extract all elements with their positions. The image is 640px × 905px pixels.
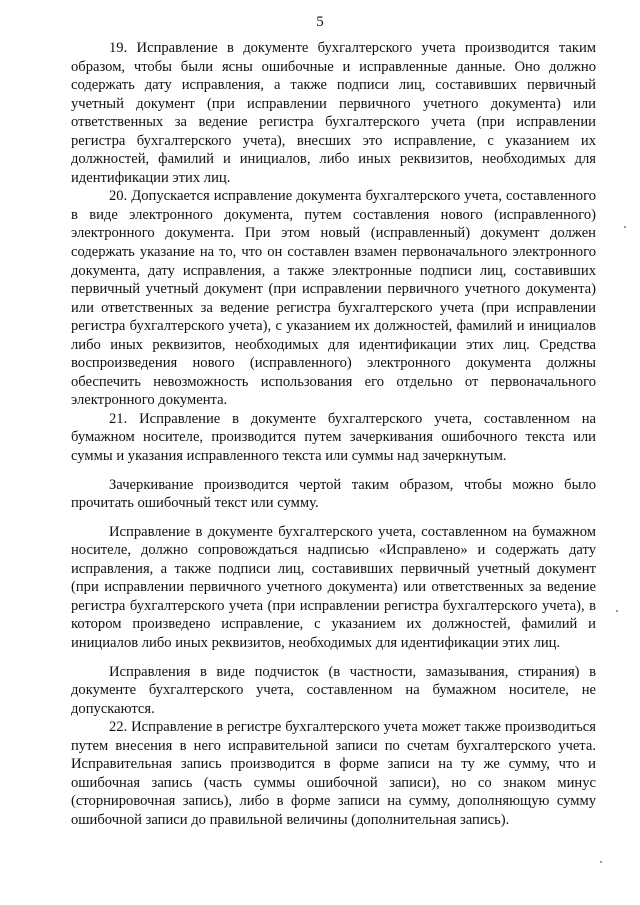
paragraph-20: 20. Допускается исправление документа бухгалтерского учета, составленного в виде электронного документа, путем составления нового (исправленного) электронного документа. При этом новый (исправленный) документ должен содержать указание на то, что он составлен взамен первоначального электронного документа, дату исправления, а также электронные подписи лиц, составивших первичный учетный документ (при исправлении первичного учетного документа) или ответственных за ведение регистра бухгалтерского учета (при исправлении регистра бухгалтерского учета), с указанием их должностей, фамилий и инициалов либо иных реквизитов, необходимых для идентификации этих лиц. Средства воспроизведения нового (исправленного) электронного документа должны обеспечить невозможность использования его отдельно от первоначального электронного документа. — [71, 188, 596, 409]
paragraph-21-marking: Исправление в документе бухгалтерского учета, составленном на бумажном носителе, должно сопровождаться надписью «Исправлено» и содержать дату исправления, а также подписи лиц, составивших первичный учетный документ (при исправлении первичного учетного документа) или ответственных за ведение регистра бухгалтерского учета (при исправлении регистра бухгалтерского учета), в котором произведено исправление, с указанием их должностей, фамилий и инициалов либо иных реквизитов, необходимых для идентификации этих лиц. — [71, 523, 596, 651]
scan-speck — [600, 861, 602, 863]
scan-speck — [616, 610, 618, 612]
paragraph-21-strikethrough: Зачеркивание производится чертой таким образом, чтобы можно было прочитать ошибочный текст или сумму. — [71, 476, 596, 512]
page-number: 5 — [316, 14, 324, 30]
document-body — [71, 39, 596, 829]
paragraph-21: 21. Исправление в документе бухгалтерского учета, составленном на бумажном носителе, производится путем зачеркивания ошибочного текста или суммы и указания исправленного текста или суммы над зачеркнутым. — [71, 410, 596, 465]
scan-speck — [624, 226, 626, 228]
paragraph-19: 19. Исправление в документе бухгалтерского учета производится таким образом, чтобы были ясны ошибочные и исправленные данные. Оно должно содержать дату исправления, а также подписи лиц, составивших первичный учетный документ (при исправлении первичного учетного документа) или ответственных за ведение регистра бухгалтерского учета (при исправлении регистра бухгалтерского учета), внесших это исправление, с указанием их должностей, фамилий и инициалов, либо иных реквизитов, необходимых для идентификации этих лиц. — [71, 40, 596, 186]
paragraph-22: 22. Исправление в регистре бухгалтерского учета может также производиться путем внесения в него исправительной записи по счетам бухгалтерского учета. Исправительная запись производится в форме записи на ту же сумму, что и ошибочная запись (часть суммы ошибочной записи), но со знаком минус (сторнировочная запись), либо в форме записи на сумму, дополняющую сумму ошибочной записи до правильной величины (дополнительная запись). — [71, 719, 596, 828]
paragraph-21-erasures: Исправления в виде подчисток (в частности, замазывания, стирания) в документе бухгалтерского учета, составленном на бумажном носителе, не допускаются. — [71, 663, 596, 717]
